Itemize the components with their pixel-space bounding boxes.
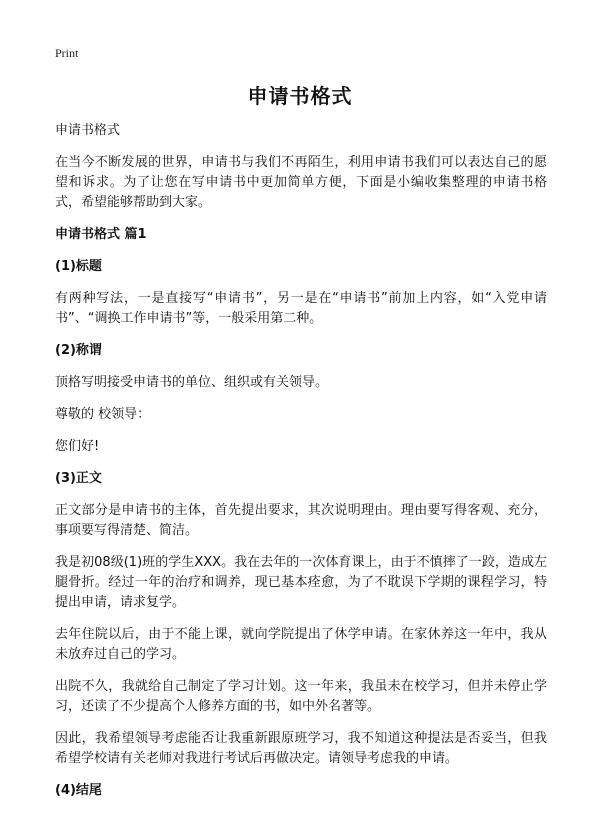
paragraph-example-4: 因此，我希望领导考虑能否让我重新跟原班学习，我不知道这种提法是否妥当，但我希望学校请有关老师对我进行考试后再做决定。请领导考虑我的申请。 xyxy=(55,731,547,766)
paragraph-example-3: 出院不久，我就给自己制定了学习计划。这一年来，我虽未在校学习，但并未停止学习，还读了不少提高个人修养方面的书，如中外名著等。 xyxy=(55,679,547,714)
intro-paragraph: 在当今不断发展的世界，申请书与我们不再陌生，利用申请书我们可以表达自己的愿望和诉求。为了让您在写申请书中更加简单方便，下面是小编收集整理的申请书格式，希望能够帮助到大家。 xyxy=(55,155,547,210)
paragraph-example-2: 去年住院以后，由于不能上课，就向学院提出了休学申请。在家休养这一年中，我从未放弃过自己的学习。 xyxy=(55,627,547,662)
subsection-heading-title: (1)标题 xyxy=(55,259,102,274)
paragraph-body-rules: 正文部分是申请书的主体，首先提出要求，其次说明理由。理由要写得客观、充分，事项要写得清楚、简洁。 xyxy=(55,503,547,538)
greeting-example: 您们好! xyxy=(55,439,100,454)
subsection-heading-salutation: (2)称谓 xyxy=(55,343,102,358)
intro-label: 申请书格式 xyxy=(55,123,121,138)
section-heading: 申请书格式 篇1 xyxy=(55,227,147,242)
salutation-example: 尊敬的 校领导： xyxy=(55,407,151,422)
subsection-heading-body: (3)正文 xyxy=(55,471,102,486)
subsection-heading-ending: (4)结尾 xyxy=(55,783,102,798)
page-title: 申请书格式 xyxy=(247,84,353,108)
paragraph-example-1: 我是初08级(1)班的学生XXX。我在去年的一次体育课上，由于不慎摔了一跤，造成左腿骨折。经过一年的治疗和调养，现已基本痊愈，为了不耽误下学期的课程学习，特提出申请，请求复学。 xyxy=(55,555,547,610)
paragraph-salutation-rules: 顶格写明接受申请书的单位、组织或有关领导。 xyxy=(55,375,329,390)
print-link[interactable]: Print xyxy=(55,46,79,60)
document-body xyxy=(55,121,547,813)
paragraph-title-rules: 有两种写法，一是直接写“申请书”，另一是在“申请书”前加上内容，如“入党申请书”、“调换工作申请书”等，一般采用第二种。 xyxy=(55,291,547,326)
